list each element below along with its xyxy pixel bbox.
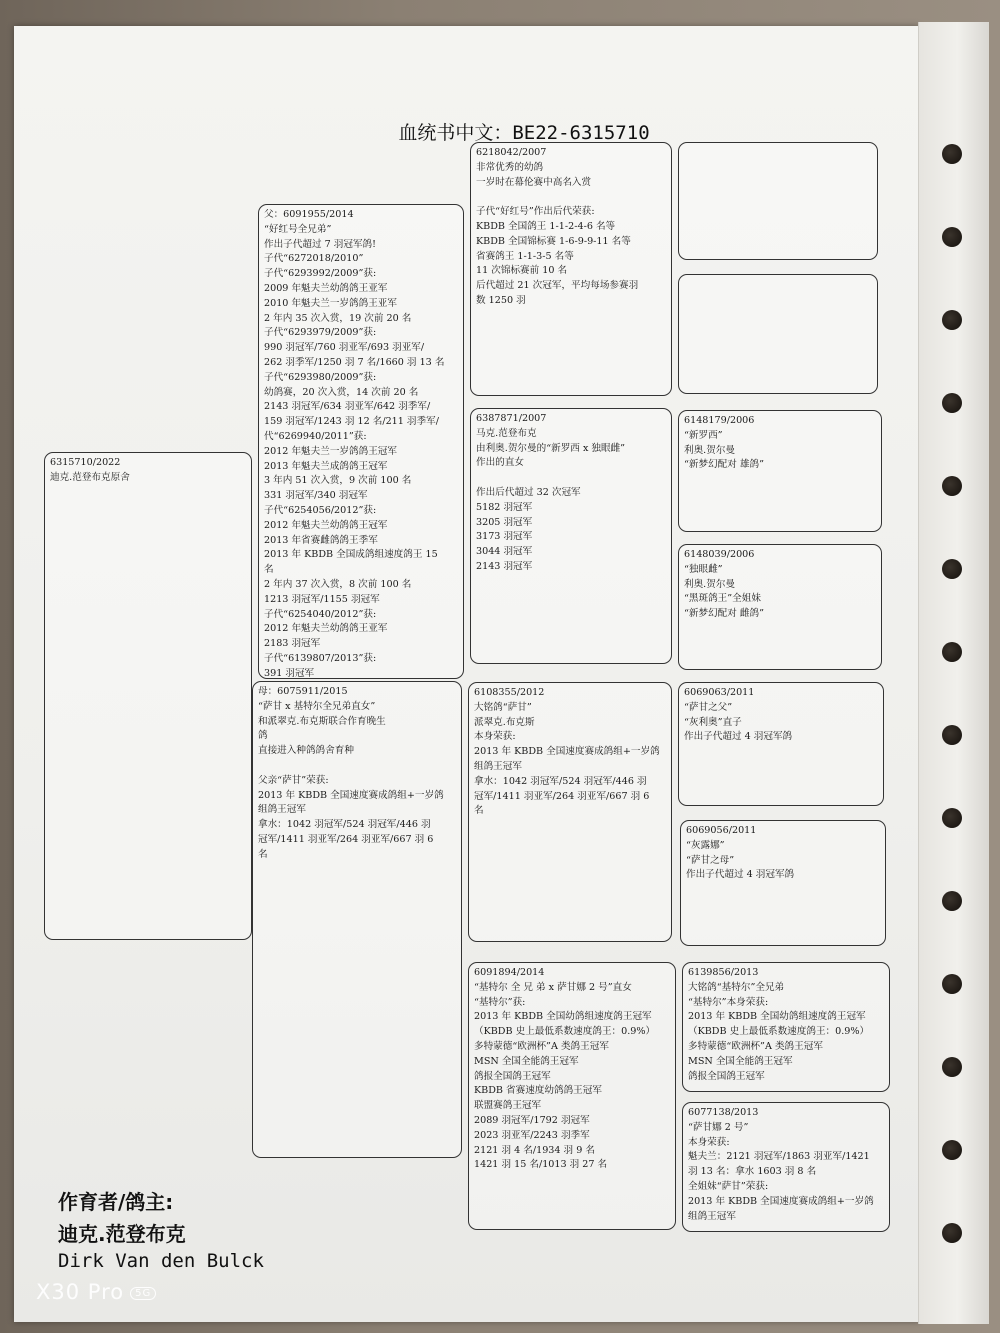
pedigree-line: 拿水：1042 羽冠军/524 羽冠军/446 羽 [474, 775, 647, 787]
pedigree-line: 1421 羽 15 名/1013 羽 27 名 [474, 1159, 608, 1171]
pedigree-line: 2143 羽冠军 [476, 560, 533, 572]
pedigree-line: 和派翠克.布克斯联合作育晚生 [258, 715, 386, 727]
pedigree-line: “基特尔”获: [474, 996, 526, 1008]
binder-hole [942, 144, 962, 164]
pedigree-line: 作出后代超过 32 次冠军 [476, 486, 581, 498]
binder-hole [942, 1140, 962, 1160]
pedigree-line: 幼鸽赛，20 次入赏，14 次前 20 名 [264, 386, 419, 398]
pedigree-line: 2013 年 KBDB 全国成鸽组速度鸽王 15 [264, 549, 438, 561]
pedigree-line: 由利奥.贺尔曼的“新罗西 x 独眼雌” [476, 442, 626, 454]
box-fm-sire [678, 410, 882, 532]
pedigree-line: 子代“好红号”作出后代荣获: [476, 206, 595, 218]
pedigree-line: 父：6091955/2014 [264, 209, 354, 220]
pedigree-line: “基特尔”本身荣获: [688, 996, 769, 1008]
pedigree-line: KBDB 全国锦标赛 1-6-9-9-11 名等 [476, 235, 631, 247]
pedigree-line: 2013 年 KBDB 全国幼鸽组速度鸽王冠军 [688, 1011, 866, 1023]
pedigree-line: 6091894/2014 [474, 967, 545, 978]
page-title: 血统书中文：BE22-6315710 [398, 122, 650, 144]
binder-hole [942, 559, 962, 579]
pedigree-line: 马克.范登布克 [476, 427, 537, 439]
pedigree-line: “独眼雌” [684, 563, 723, 575]
box-mm-sire [682, 962, 890, 1092]
pedigree-line: 子代“6272018/2010” [264, 253, 364, 265]
pedigree-line: 本身荣获: [688, 1136, 730, 1148]
binder-hole [942, 725, 962, 745]
pedigree-line: 组鸽王冠军 [258, 804, 306, 816]
pedigree-line: 非常优秀的幼鸽 [476, 161, 544, 173]
pedigree-line: 联盟赛鸽王冠军 [474, 1100, 542, 1112]
pedigree-line: 6315710/2022 [50, 457, 121, 468]
pedigree-line: 2 年内 35 次入赏，19 次前 20 名 [264, 312, 412, 324]
pedigree-line: “萨甘 x 基特尔全兄弟直女” [258, 700, 376, 712]
pedigree-line: “新梦幻配对 雌鸽” [684, 608, 765, 620]
pedigree-line: （KBDB 史上最低系数速度鸽王：0.9%） [474, 1026, 656, 1038]
pedigree-line: 组鸽王冠军 [688, 1210, 736, 1222]
pedigree-line: KBDB 全国鸽王 1-1-2-4-6 名等 [476, 220, 616, 232]
pedigree-line: 990 羽冠军/760 羽亚军/693 羽亚军/ [264, 342, 425, 354]
pedigree-line: 1213 羽冠军/1155 羽冠军 [264, 593, 380, 605]
camera-watermark [36, 1280, 156, 1304]
pedigree-line: KBDB 省赛速度幼鸽鸽王冠军 [474, 1085, 602, 1097]
pedigree-line: 作出的直女 [476, 457, 524, 469]
pedigree-line: “基特尔 全 兄 弟 x 萨甘娜 2 号”直女 [474, 981, 632, 993]
pedigree-line: 391 羽冠军 [264, 667, 315, 679]
binder-hole [942, 1223, 962, 1243]
binder-hole [942, 393, 962, 413]
pedigree-line: 全姐妹“萨甘”荣获: [688, 1180, 769, 1192]
pedigree-line: “萨甘之母” [686, 854, 735, 866]
pedigree-line: 子代“6293979/2009”获: [264, 327, 377, 339]
pedigree-line: 2121 羽 4 名/1934 羽 9 名 [474, 1144, 595, 1156]
box-mother-sire [468, 682, 672, 942]
pedigree-line: 利奥.贺尔曼 [684, 444, 736, 456]
pedigree-line [476, 471, 666, 486]
binder-hole [942, 642, 962, 662]
pedigree-line: 2012 年魁夫兰幼鸽鸽王冠军 [264, 519, 388, 531]
pedigree-line: 2 年内 37 次入赏，8 次前 100 名 [264, 578, 412, 590]
pedigree-line: 2023 羽亚军/2243 羽季军 [474, 1129, 590, 1141]
pedigree-line: 鸽报全国鸽王冠军 [688, 1070, 765, 1082]
binder-hole [942, 808, 962, 828]
breeder-label: 作育者/鸽主: [58, 1190, 174, 1214]
box-father-dam [470, 408, 672, 664]
pedigree-line: 2013 年 KBDB 全国幼鸽组速度鸽王冠军 [474, 1011, 652, 1023]
pedigree-line: 6148039/2006 [684, 549, 755, 560]
pedigree-line: 2012 年魁夫兰一岁鸽鸽王冠军 [264, 445, 397, 457]
box-mother [252, 681, 462, 1158]
pedigree-line: 名 [264, 564, 274, 576]
pedigree-line: 鸽 [258, 730, 268, 742]
pedigree-line: 魁夫兰：2121 羽冠军/1863 羽亚军/1421 [688, 1151, 870, 1163]
box-bird [44, 452, 252, 940]
pedigree-line: 3205 羽冠军 [476, 516, 533, 528]
pedigree-line: 6108355/2012 [474, 687, 545, 698]
breeder-name-en: Dirk Van den Bulck [58, 1250, 264, 1272]
pedigree-line: 子代“6293992/2009”获: [264, 268, 377, 280]
pedigree-line: 6387871/2007 [476, 413, 547, 424]
pedigree-line: 后代超过 21 次冠军，平均每场参赛羽 [476, 280, 639, 292]
pedigree-line: 多特蒙德“欧洲杯”A 类鸽王冠军 [688, 1040, 823, 1052]
box-mother-dam [468, 962, 676, 1230]
pedigree-line: 6139856/2013 [688, 967, 759, 978]
watermark-badge: 5G [130, 1287, 156, 1300]
pedigree-line: “灰利奥”直子 [684, 716, 742, 728]
pedigree-line: 2089 羽冠军/1792 羽冠军 [474, 1114, 590, 1126]
pedigree-line: MSN 全国全能鸽王冠军 [688, 1055, 793, 1067]
pedigree-line: 大铭鸽“基特尔”全兄弟 [688, 981, 785, 993]
pedigree-line: 6218042/2007 [476, 147, 547, 158]
pedigree-line: 名 [258, 848, 268, 860]
pedigree-line: 作出子代超过 4 羽冠军鸽 [684, 731, 793, 743]
pedigree-line: 2013 年省赛雌鸽鸽王季军 [264, 534, 378, 546]
binder-hole [942, 1057, 962, 1077]
pedigree-line: 省赛鸽王 1-1-3-5 名等 [476, 250, 574, 262]
pedigree-line: MSN 全国全能鸽王冠军 [474, 1055, 579, 1067]
pedigree-line: 母：6075911/2015 [258, 686, 348, 697]
pedigree-line: “萨甘娜 2 号” [688, 1121, 749, 1133]
pedigree-line: 直接进入种鸽鸽舍育种 [258, 745, 354, 757]
pedigree-line: 父亲“萨甘”荣获: [258, 774, 329, 786]
box-fm-dam [678, 544, 882, 670]
pedigree-line: 作出子代超过 4 羽冠军鸽 [686, 869, 795, 881]
breeder-name-cn: 迪克.范登布克 [58, 1222, 186, 1246]
box-father [258, 204, 464, 679]
pedigree-line: 6077138/2013 [688, 1107, 759, 1118]
pedigree-line: 一岁时在幕伦赛中高名入赏 [476, 176, 592, 188]
pedigree-line: 5182 羽冠军 [476, 501, 533, 513]
pedigree-line: 2013 年 KBDB 全国速度赛成鸽组+一岁鸽 [474, 746, 660, 758]
pedigree-line: 3 年内 51 次入赏，9 次前 100 名 [264, 475, 412, 487]
box-father-sire [470, 142, 672, 396]
pedigree-line: 子代“6254040/2012”获: [264, 608, 377, 620]
watermark-brand: X30 Pro [36, 1280, 125, 1304]
pedigree-line: 2010 年魁夫兰一岁鸽鸽王亚军 [264, 297, 397, 309]
pedigree-line: “黑斑鸽王”全姐妹 [684, 593, 761, 605]
pedigree-line: 3044 羽冠军 [476, 546, 533, 558]
pedigree-line: 2143 羽冠军/634 羽亚军/642 羽季军/ [264, 401, 431, 413]
pedigree-line: 拿水：1042 羽冠军/524 羽冠军/446 羽 [258, 819, 431, 831]
pedigree-line: 鸽报全国鸽王冠军 [474, 1070, 551, 1082]
pedigree-line: “新罗西” [684, 429, 723, 441]
pedigree-line: 2013 年魁夫兰成鸽鸽王冠军 [264, 460, 388, 472]
pedigree-line: 2013 年 KBDB 全国速度赛成鸽组+一岁鸽 [258, 789, 444, 801]
pedigree-line: 大铭鸽“萨甘” [474, 701, 532, 713]
pedigree-line: 本身荣获: [474, 731, 516, 743]
pedigree-line: 子代“6254056/2012”获: [264, 504, 377, 516]
pedigree-line: 名 [474, 805, 484, 817]
binder-hole [942, 974, 962, 994]
pedigree-line: 159 羽冠军/1243 羽 12 名/211 羽季军/ [264, 416, 439, 428]
pedigree-line: 2013 年 KBDB 全国速度赛成鸽组+一岁鸽 [688, 1195, 874, 1207]
binder-hole [942, 227, 962, 247]
box-mf-dam [680, 820, 886, 946]
pedigree-line: 代“6269940/2011”获: [264, 430, 367, 442]
binder-hole [942, 891, 962, 911]
pedigree-line: 331 羽冠军/340 羽冠军 [264, 490, 368, 502]
pedigree-line: 冠军/1411 羽亚军/264 羽亚军/667 羽 6 [474, 790, 650, 802]
pedigree-sheet [14, 26, 920, 1322]
pedigree-line: 迪克.范登布克原舍 [50, 471, 130, 483]
pedigree-line: 数 1250 羽 [476, 294, 526, 306]
pedigree-line: 作出子代超过 7 羽冠军鸽! [264, 238, 376, 250]
binder-hole [942, 476, 962, 496]
box-mm-dam [682, 1102, 890, 1232]
pedigree-line: 子代“6293980/2009”获: [264, 371, 377, 383]
pedigree-line: 组鸽王冠军 [474, 760, 522, 772]
box-mf-sire [678, 682, 884, 806]
pedigree-line: 2012 年魁夫兰幼鸽鸽王亚军 [264, 623, 388, 635]
pedigree-line: 利奥.贺尔曼 [684, 578, 736, 590]
pedigree-line: 6069056/2011 [686, 825, 757, 836]
pedigree-line: “好红号全兄弟” [264, 223, 332, 235]
pedigree-line: 子代“6139807/2013”获: [264, 652, 377, 664]
binder-hole [942, 310, 962, 330]
pedigree-line: “灰露娜” [686, 839, 725, 851]
pedigree-line [476, 190, 666, 205]
pedigree-line: “新梦幻配对 雄鸽” [684, 459, 765, 471]
pedigree-line: “萨甘之父” [684, 701, 733, 713]
pedigree-line: 羽 13 名：拿水 1603 羽 8 名 [688, 1166, 817, 1178]
pedigree-line: 派翠克.布克斯 [474, 716, 535, 728]
pedigree-line: 2009 年魁夫兰幼鸽鸽王亚军 [264, 282, 388, 294]
pedigree-line: 冠军/1411 羽亚军/264 羽亚军/667 羽 6 [258, 833, 434, 845]
pedigree-line: 2183 羽冠军 [264, 638, 321, 650]
sheet-protector-edge [918, 22, 989, 1324]
pedigree-line: 多特蒙德“欧洲杯”A 类鸽王冠军 [474, 1040, 609, 1052]
pedigree-line [258, 759, 456, 774]
box-ff-sire [678, 142, 878, 260]
box-ff-dam [678, 274, 878, 394]
pedigree-line: 11 次锦标赛前 10 名 [476, 265, 568, 277]
pedigree-line: 262 羽季军/1250 羽 7 名/1660 羽 13 名 [264, 356, 445, 368]
pedigree-line: 6069063/2011 [684, 687, 755, 698]
pedigree-line: （KBDB 史上最低系数速度鸽王：0.9%） [688, 1026, 870, 1038]
pedigree-line: 6148179/2006 [684, 415, 755, 426]
pedigree-line: 3173 羽冠军 [476, 531, 533, 543]
